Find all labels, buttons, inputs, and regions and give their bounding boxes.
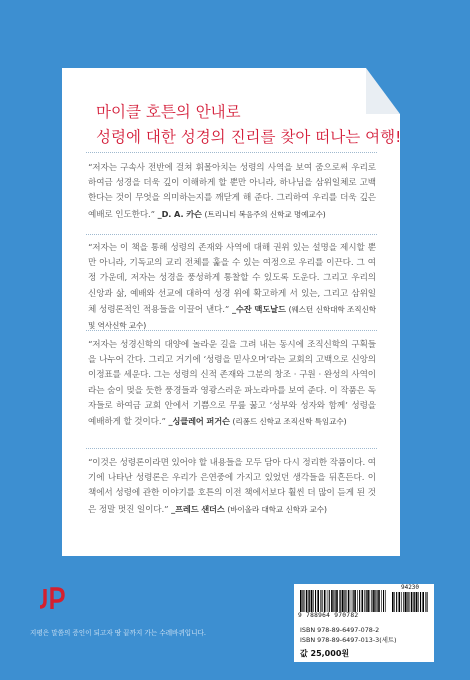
divider	[86, 152, 377, 153]
divider	[86, 330, 377, 331]
quote-author: _수잔 맥도날드	[231, 303, 286, 314]
divider	[86, 448, 377, 449]
quote-author: _프레드 샌더스	[171, 503, 225, 514]
quote-author: _싱클레어 퍼거슨	[168, 416, 230, 427]
quote-affiliation: (트리니티 복음주의 신학교 명예교수)	[204, 209, 326, 219]
endorsement-quote	[88, 338, 376, 430]
publisher-logo-icon	[39, 587, 65, 611]
endorsement-quote	[88, 161, 376, 223]
barcode-number: 9 788964 970782	[298, 612, 359, 619]
quote-text: “저자는 성경신학의 대양에 놀라운 길을 그려 내는 동시에 조직신학의 구획들을 나누어 간다. 그리고 거기에 ‘성령을 믿사오며’라는 교회의 고백으로 신앙의 이정표를 세운다. 그는 성령의 신적 존재와 그분의 창조 · 구원 · 완성의 사역이라는 숨이 멎을 듯한 풍경들과 영광스러운 파노라마를 보여 준다. 이 작품은 독자들로 하여금 교회 안에서 기쁨으로 무릎 꿇고 ‘성부와 성자와 함께’ 성령을 예배하게 할 것이다.”	[88, 340, 376, 428]
divider	[86, 234, 377, 235]
isbn-line: ISBN 978-89-6497-078-2	[300, 626, 380, 634]
headline-line-1: 마이클 호튼의 안내로	[96, 103, 241, 121]
headline-line-2: 성령에 대한 성경의 진리를 찾아 떠나는 여행!	[96, 128, 402, 146]
publisher-tagline: 지평은 말씀의 증인이 되고자 땅 끝까지 가는 수레바퀴입니다.	[30, 629, 207, 637]
barcode-addon-number: 94230	[400, 584, 420, 591]
endorsement-quote	[88, 456, 376, 518]
quote-text: “저자는 이 책을 통해 성령의 존재와 사역에 대해 권위 있는 설명을 제시할 뿐만 아니라, 기독교의 교리 전체를 훑을 수 있는 여정으로 우리를 이끈다. 그 여정 가운데, 저자는 성경을 풍성하게 통찰할 수 있도록 도운다. 그리고 우리의 신앙과 삶, 예배와 선교에 대하여 성경 위에 확고하게 서 있는, 그리고 삼위일체 성령론적인 적용들을 이끌어 낸다.”	[88, 243, 376, 315]
quote-affiliation: (리폼드 신학교 조직신학 특임교수)	[232, 417, 347, 427]
quote-affiliation: (바이올라 대학교 신학과 교수)	[227, 504, 327, 514]
price: 값 25,000원	[300, 649, 350, 658]
quote-affiliation: (웨스턴 신학대학 조직신학 및 역사신학 교수)	[88, 304, 376, 331]
quote-text: “이것은 성령론이라면 있어야 할 내용들을 모두 담아 다시 정리한 작품이다. 여기에 나타난 성령론은 우리가 은연중에 가지고 있었던 생각들을 뒤흔든다. 이 책에서 성령에 관한 이야기를 호튼의 이전 책에서보다 훨씬 더 많이 듣게 된 것은 정말 멋진 일이다.”	[88, 458, 376, 515]
headline	[96, 100, 402, 150]
endorsement-quote	[88, 241, 376, 334]
quote-author: _D. A. 카슨	[157, 208, 202, 219]
isbn-set-line: ISBN 978-89-6497-013-3(세트)	[300, 636, 397, 644]
barcode-icon	[300, 590, 386, 612]
barcode-addon-icon	[392, 592, 428, 612]
quote-text: “저자는 구속사 전반에 걸쳐 휘몰아치는 성령의 사역을 보여 줌으로써 우리로 하여금 성경을 더욱 깊이 이해하게 할 뿐만 아니라, 하나님을 삼위일체로 고백한다는 것이 무엇을 의미하는지를 깨닫게 해 준다. 그리하여 우리를 더욱 깊은 예배로 인도한다.”	[88, 163, 376, 220]
endorsement-card	[62, 68, 400, 556]
